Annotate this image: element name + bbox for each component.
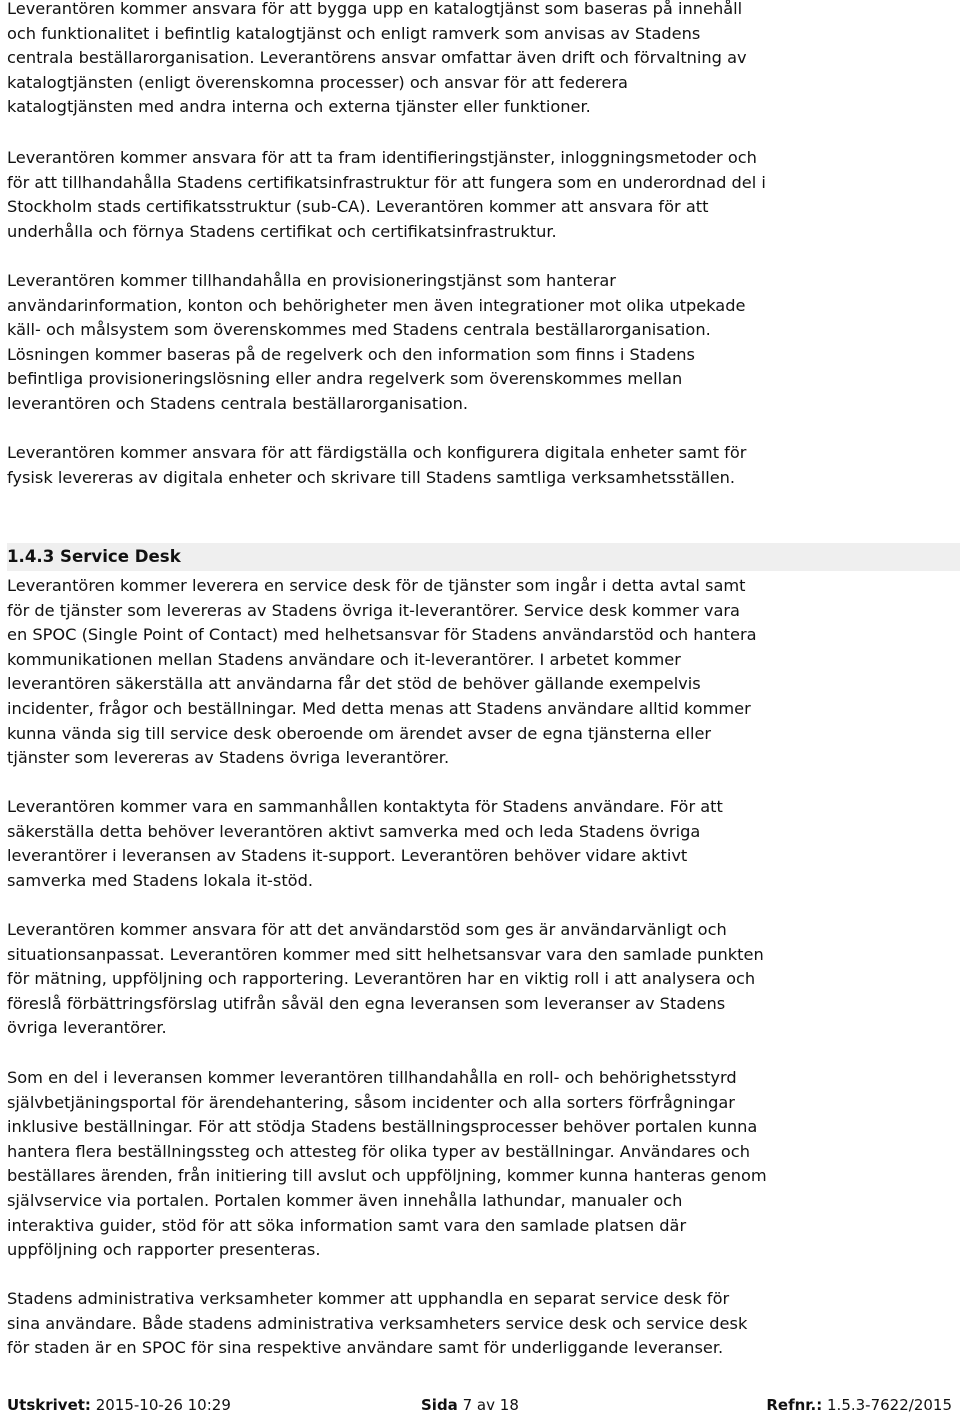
paragraph-contact-surface: Leverantören kommer vara en sammanhållen kontaktyta för Stadens användare. För att säkerställa detta behöver leverantören aktivt samverka med och leda Stadens övriga leverantörer i leveransen av Stadens it-support. Leverantören behöver vidare aktivt samverka med Stadens lokala it-stöd.	[7, 797, 723, 890]
footer-reference	[766, 1395, 952, 1415]
section-heading-service-desk: 1.4.3 Service Desk	[7, 543, 960, 571]
paragraph-catalog-service: Leverantören kommer ansvara för att bygga upp en katalogtjänst som baseras på innehåll och funktionalitet i befintlig katalogtjänst och enligt ramverk som anvisas av Stadens centrala beställarorganisation. Leverantörens ansvar omfattar även drift och förvaltning av katalogtjänsten (enligt överenskomna processer) och ansvar för att federera katalogtjänsten med andra interna och externa tjänster eller funktioner.	[7, 0, 747, 117]
page-footer	[7, 1395, 952, 1415]
footer-page-number	[421, 1395, 519, 1415]
footer-ref-label: Refnr.:	[766, 1396, 823, 1414]
footer-printed-label: Utskrivet:	[7, 1396, 91, 1414]
paragraph-identification-services: Leverantören kommer ansvara för att ta fram identifieringstjänster, inloggningsmetoder och för att tillhandahålla Stadens certifikatsinfrastruktur för att fungera som en underordnad del i Stockholm stads certifikatsstruktur (sub-CA). Leverantören kommer att ansvara för att underhålla och förnya Stadens certifikat och certifikatsinfrastruktur.	[7, 148, 766, 241]
paragraph-service-desk-delivery: Leverantören kommer leverera en service desk för de tjänster som ingår i detta avtal samt för de tjänster som levereras av Stadens övriga it-leverantörer. Service desk kommer vara en SPOC (Single Point of Contact) med helhetsansvar för Stadens användarstöd och hantera kommunikationen mellan Stadens användare och it-leverantörer. I arbetet kommer leverantören säkerställa att användarna får det stöd de behöver gällande exempelvis incidenter, frågor och beställningar. Med detta menas att Stadens användare alltid kommer kunna vända sig till service desk oberoende om ärendet avser de egna tjänsterna eller tjänster som levereras av Stadens övriga leverantörer.	[7, 576, 757, 768]
footer-printed-value: 2015-10-26 10:29	[90, 1396, 231, 1414]
paragraph-administrative-service-desk: Stadens administrativa verksamheter kommer att upphandla en separat service desk för sina användare. Både stadens administrativa verksamheters service desk och service desk för staden är en SPOC för sina respektive användare samt för underliggande leveranser.	[7, 1289, 748, 1358]
paragraph-user-support: Leverantören kommer ansvara för att det användarstöd som ges är användarvänligt och situationsanpassat. Leverantören kommer med sitt helhetsansvar vara den samlade punkten för mätning, uppföljning och rapportering. Leverantören har en viktig roll i att analysera och föreslå förbättringsförslag utifrån såväl den egna leveransen som leveranser av Stadens övriga leverantörer.	[7, 920, 764, 1038]
footer-printed	[7, 1395, 231, 1415]
paragraph-provisioning-service: Leverantören kommer tillhandahålla en provisioneringstjänst som hanterar användarinformation, konton och behörigheter men även integrationer mot olika utpekade käll- och målsystem som överenskommes med Stadens centrala beställarorganisation. Lösningen kommer baseras på de regelverk och den information som finns i Stadens befintliga provisioneringslösning eller andra regelverk som överenskommes mellan leverantören och Stadens centrala beställarorganisation.	[7, 271, 746, 413]
footer-page-label: Sida	[421, 1396, 458, 1414]
footer-page-num: 7	[462, 1396, 473, 1414]
footer-page-of: av	[476, 1396, 495, 1414]
footer-page-total: 18	[499, 1396, 519, 1414]
paragraph-digital-devices: Leverantören kommer ansvara för att färdigställa och konfigurera digitala enheter samt för fysisk levereras av digitala enheter och skrivare till Stadens samtliga verksamhetsställen.	[7, 443, 747, 487]
paragraph-self-service-portal: Som en del i leveransen kommer leverantören tillhandahålla en roll- och behörighetsstyrd självbetjäningsportal för ärendehantering, såsom incidenter och alla sorters förfrågningar inklusive beställningar. För att stödja Stadens beställningsprocesser behöver portalen kunna hantera flera beställningssteg och attesteg för olika typer av beställningar. Användares och beställares ärenden, från initiering till avslut och uppföljning, kommer kunna hanteras genom självservice via portalen. Portalen kommer även innehålla lathundar, manualer och interaktiva guider, stöd för att söka information samt vara den samlade platsen där uppföljning och rapporter presenteras.	[7, 1068, 767, 1260]
footer-ref-value: 1.5.3-7622/2015	[822, 1396, 952, 1414]
